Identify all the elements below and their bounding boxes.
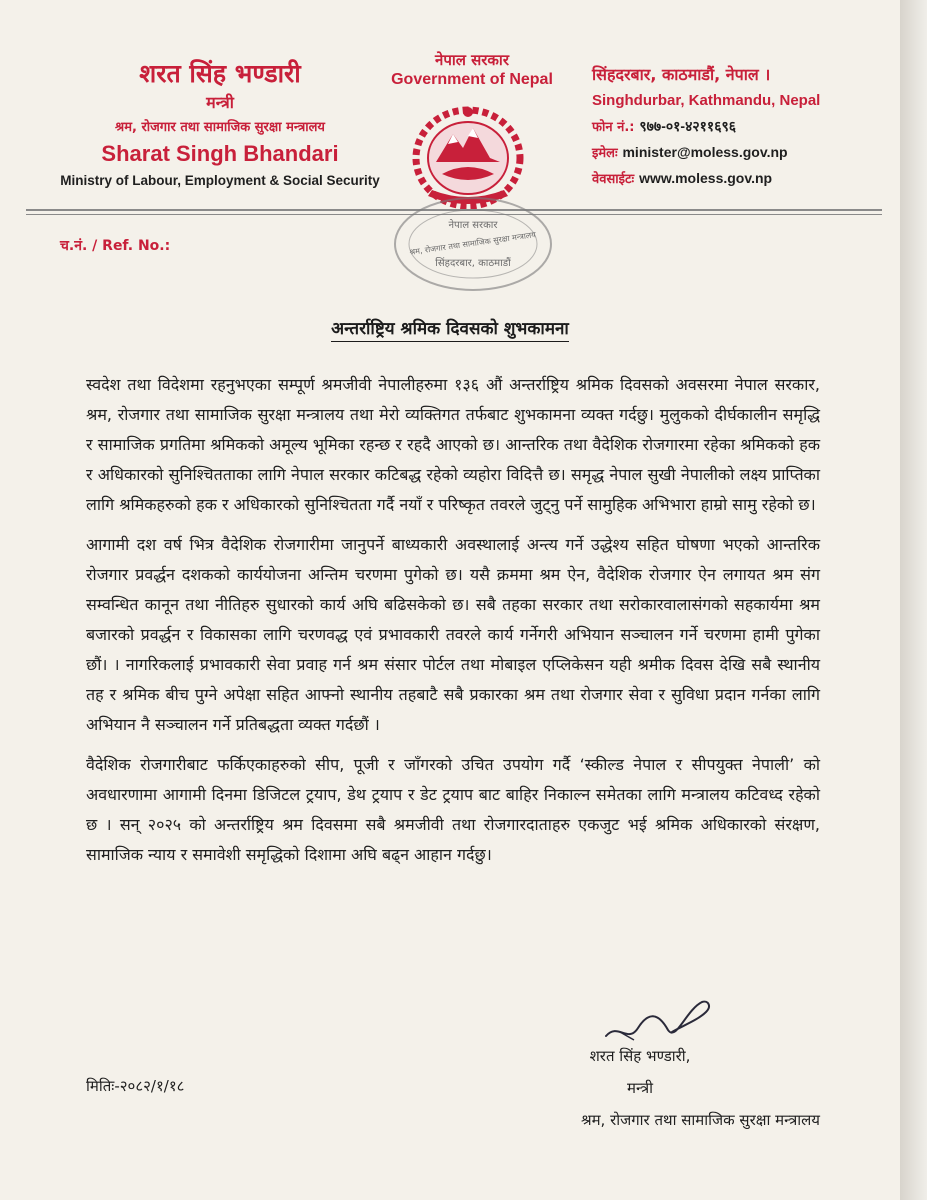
phone-label: फोन नं.: — [592, 120, 635, 135]
stamp-line-2: श्रम, रोजगार तथा सामाजिक सुरक्षा मन्त्रालय — [408, 230, 537, 257]
signatory-title: मन्त्री — [626, 1079, 653, 1097]
email-value: minister@moless.gov.np — [622, 144, 788, 160]
letter-date: मितिः-२०८२/१/१८ — [86, 1077, 185, 1095]
subject-text: अन्तर्राष्ट्रिय श्रमिक दिवसको शुभकामना — [331, 319, 569, 342]
page-edge — [900, 0, 927, 1200]
body-paragraph-3: वैदेशिक रोजगारीबाट फर्किएकाहरुको सीप, पूजी र जाँगरको उचित उपयोग गर्दै ‘स्कील्ड नेपाल र सीपयुक्त नेपाली’ को अवधारणामा आगामी दिनमा डिजिटल ट्रयाप, डेथ ट्रयाप र डेट ट्रयाप बाट बाहिर निकाल्न समेतका लागि मन्त्रालय कटिवध्द रहेको छ । सन् २०२५ को अन्तर्राष्ट्रिय श्रम दिवसमा सबै श्रमजीवी तथा रोजगारदाताहरु एकजुट भई श्रमिक अधिकारको संरक्षण, सामाजिक न्याय र समावेशी समृद्धिको दिशामा अघि बढ्न आहान गर्दछु। — [86, 755, 820, 864]
government-name-np: नेपाल सरकार — [435, 51, 509, 69]
signatory-ministry: श्रम, रोजगार तथा सामाजिक सुरक्षा मन्त्रालय — [580, 1111, 820, 1129]
body-paragraph-2: आगामी दश वर्ष भित्र वैदेशिक रोजगारीमा जानुपर्ने बाध्यकारी अवस्थालाई अन्त्य गर्ने उद्धेश्य सहित घोषणा भएको आन्तरिक रोजगार प्रवर्द्धन दशकको कार्ययोजना अन्तिम चरणमा पुगेको छ। यसै क्रममा श्रम ऐन, वैदेशिक रोजगार ऐन लगायत श्रम संग सम्वन्धित कानून तथा नीतिहरु सुधारको कार्य अघि बढिसकेको छ। सबै तहका सरकार तथा सरोकारवालासंगको सहकार्यमा श्रम बजारको प्रवर्द्धन र विकासका लागि चरणवद्ध एवं प्रभावकारी तवरले कार्य गर्नेगरी अभियान सञ्चालन गर्ने चरणमा हामी पुगेका छौं। । नागरिकलाई प्रभावकारी सेवा प्रवाह गर्न श्रम संसार पोर्टल तथा मोबाइल एप्लिकेसन यही श्रमीक दिवस देखि सबै स्थानीय तह र श्रमिक बीच पुग्ने अपेक्षा सहित आफ्नो स्थानीय तहबाटै सबै प्रकारका श्रम तथा रोजगार सेवा र सुविधा प्रदान गर्नका लागि अभियान नै सञ्चालन गर्ने प्रतिबद्धता व्यक्त गर्दछौं । — [86, 535, 820, 734]
sender-name-np: शरत सिंह भण्डारी — [139, 59, 301, 88]
letter-body — [86, 370, 820, 880]
letter-subject — [0, 316, 900, 339]
sender-block — [40, 58, 400, 194]
phone-line — [592, 114, 882, 140]
sender-ministry-np: श्रम, रोजगार तथा सामाजिक सुरक्षा मन्त्रालय — [115, 120, 325, 135]
sender-ministry-en: Ministry of Labour, Employment & Social Security — [60, 173, 380, 188]
office-stamp — [388, 196, 558, 296]
website-line — [592, 166, 882, 192]
sender-title-np: मन्त्री — [206, 93, 234, 112]
stamp-line-1: नेपाल सरकार — [448, 220, 498, 231]
signatory-name: शरत सिंह भण्डारी, — [589, 1047, 691, 1065]
body-paragraph-1: स्वदेश तथा विदेशमा रहनुभएका सम्पूर्ण श्रमजीवी नेपालीहरुमा १३६ औं अन्तर्राष्ट्रिय श्रमिक दिवसको अवसरमा नेपाल सरकार, श्रम, रोजगार तथा सामाजिक सुरक्षा मन्त्रालय तथा मेरो व्यक्तिगत तर्फबाट शुभकामना व्यक्त गर्दछु। मुलुकको दीर्घकालीन समृद्धि र सामाजिक प्रगतिमा श्रमिकको अमूल्य भूमिका रहन्छ र रहदै आएको छ। आन्तरिक तथा वैदेशिक रोजगारमा रहेका श्रमिकको हक र अधिकारको सुनिश्चितताका लागि नेपाल सरकार कटिबद्ध रहेको व्यहोरा विदित्तै छ। समृद्ध नेपाल सुखी नेपालीको लक्ष्य प्राप्तिका लागि श्रमिकहरुको हक र अधिकारको सुनिश्चितता गर्दै नयाँ र परिष्कृत तवरले जुट्नु पर्ने सामुहिक अभिभारा हाम्रो सामु रहेको छ। — [86, 375, 820, 514]
stamp-line-3: सिंहदरबार, काठमाडौं — [435, 258, 511, 269]
reference-number: च.नं. / Ref. No.: — [60, 238, 171, 254]
government-name-en: Government of Nepal — [391, 71, 553, 88]
sender-name-en: Sharat Singh Bhandari — [101, 141, 339, 166]
phone-value: ९७७-०१-४२११६९६ — [639, 118, 737, 134]
website-value: www.moless.gov.np — [639, 170, 773, 186]
address-block — [592, 62, 882, 192]
signatory-block — [460, 1040, 820, 1136]
address-np: सिंहदरबार, काठमाडौं, नेपाल । — [592, 65, 771, 84]
email-label: इमेलः — [592, 146, 618, 161]
address-en: Singhdurbar, Kathmandu, Nepal — [592, 92, 821, 109]
website-label: वेवसाईटः — [592, 172, 635, 187]
email-line — [592, 140, 882, 166]
government-block — [372, 50, 572, 90]
